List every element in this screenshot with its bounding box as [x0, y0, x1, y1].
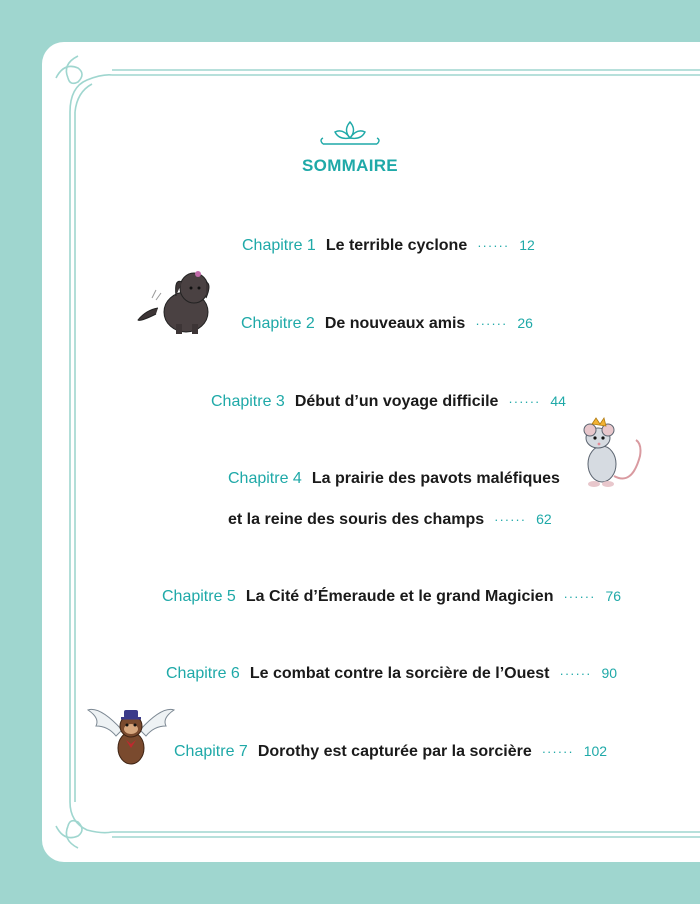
chapter-title-line2: et la reine des souris des champs — [228, 511, 485, 528]
page-number: 102 — [583, 743, 608, 759]
toc-heading: SOMMAIRE — [302, 156, 398, 175]
leader-dots: ······ — [563, 589, 596, 604]
page-number: 12 — [519, 237, 535, 253]
chapter-number: Chapitre 3 — [211, 393, 285, 410]
chapter-number: Chapitre 4 — [228, 470, 302, 487]
chapter-title: Dorothy est capturée par la sorcière — [257, 743, 532, 760]
winged-monkey-illustration — [86, 696, 176, 772]
page-number: 26 — [517, 315, 533, 331]
leader-dots: ······ — [477, 238, 510, 253]
toc-entry-chapter-4-continued[interactable] — [228, 508, 552, 531]
leader-dots: ······ — [494, 512, 527, 527]
chapter-number: Chapitre 1 — [242, 237, 316, 254]
chapter-title: La Cité d’Émeraude et le grand Magicien — [245, 588, 554, 605]
toc-entry-chapter-1[interactable] — [242, 234, 535, 257]
page-number: 44 — [550, 393, 566, 409]
toc-entry-chapter-2[interactable] — [241, 312, 533, 335]
leader-dots: ······ — [559, 666, 592, 681]
queen-mouse-illustration — [576, 416, 646, 490]
page-number: 90 — [601, 665, 618, 681]
chapter-number: Chapitre 2 — [241, 315, 315, 332]
heading-ornament-icon — [315, 118, 385, 152]
chapter-number: Chapitre 5 — [162, 588, 236, 605]
toc-entry-chapter-4[interactable] — [228, 468, 560, 490]
toc-entry-chapter-5[interactable] — [162, 585, 621, 608]
page-number: 76 — [605, 588, 622, 604]
chapter-number: Chapitre 6 — [166, 665, 240, 682]
toc-entry-chapter-6[interactable] — [166, 662, 617, 685]
leader-dots: ······ — [508, 394, 541, 409]
toc-entry-chapter-3[interactable] — [211, 390, 566, 413]
chapter-title: De nouveaux amis — [324, 315, 466, 332]
page-number: 62 — [536, 511, 552, 527]
leader-dots: ······ — [475, 316, 508, 331]
chapter-title: La prairie des pavots maléfiques — [311, 470, 560, 487]
chapter-title: Début d’un voyage difficile — [294, 393, 499, 410]
leader-dots: ······ — [541, 744, 574, 759]
chapter-title: Le terrible cyclone — [325, 237, 468, 254]
chapter-number: Chapitre 7 — [174, 743, 248, 760]
dog-illustration — [136, 262, 216, 338]
chapter-title: Le combat contre la sorcière de l’Ouest — [249, 665, 550, 682]
toc-entry-chapter-7[interactable] — [174, 740, 607, 763]
